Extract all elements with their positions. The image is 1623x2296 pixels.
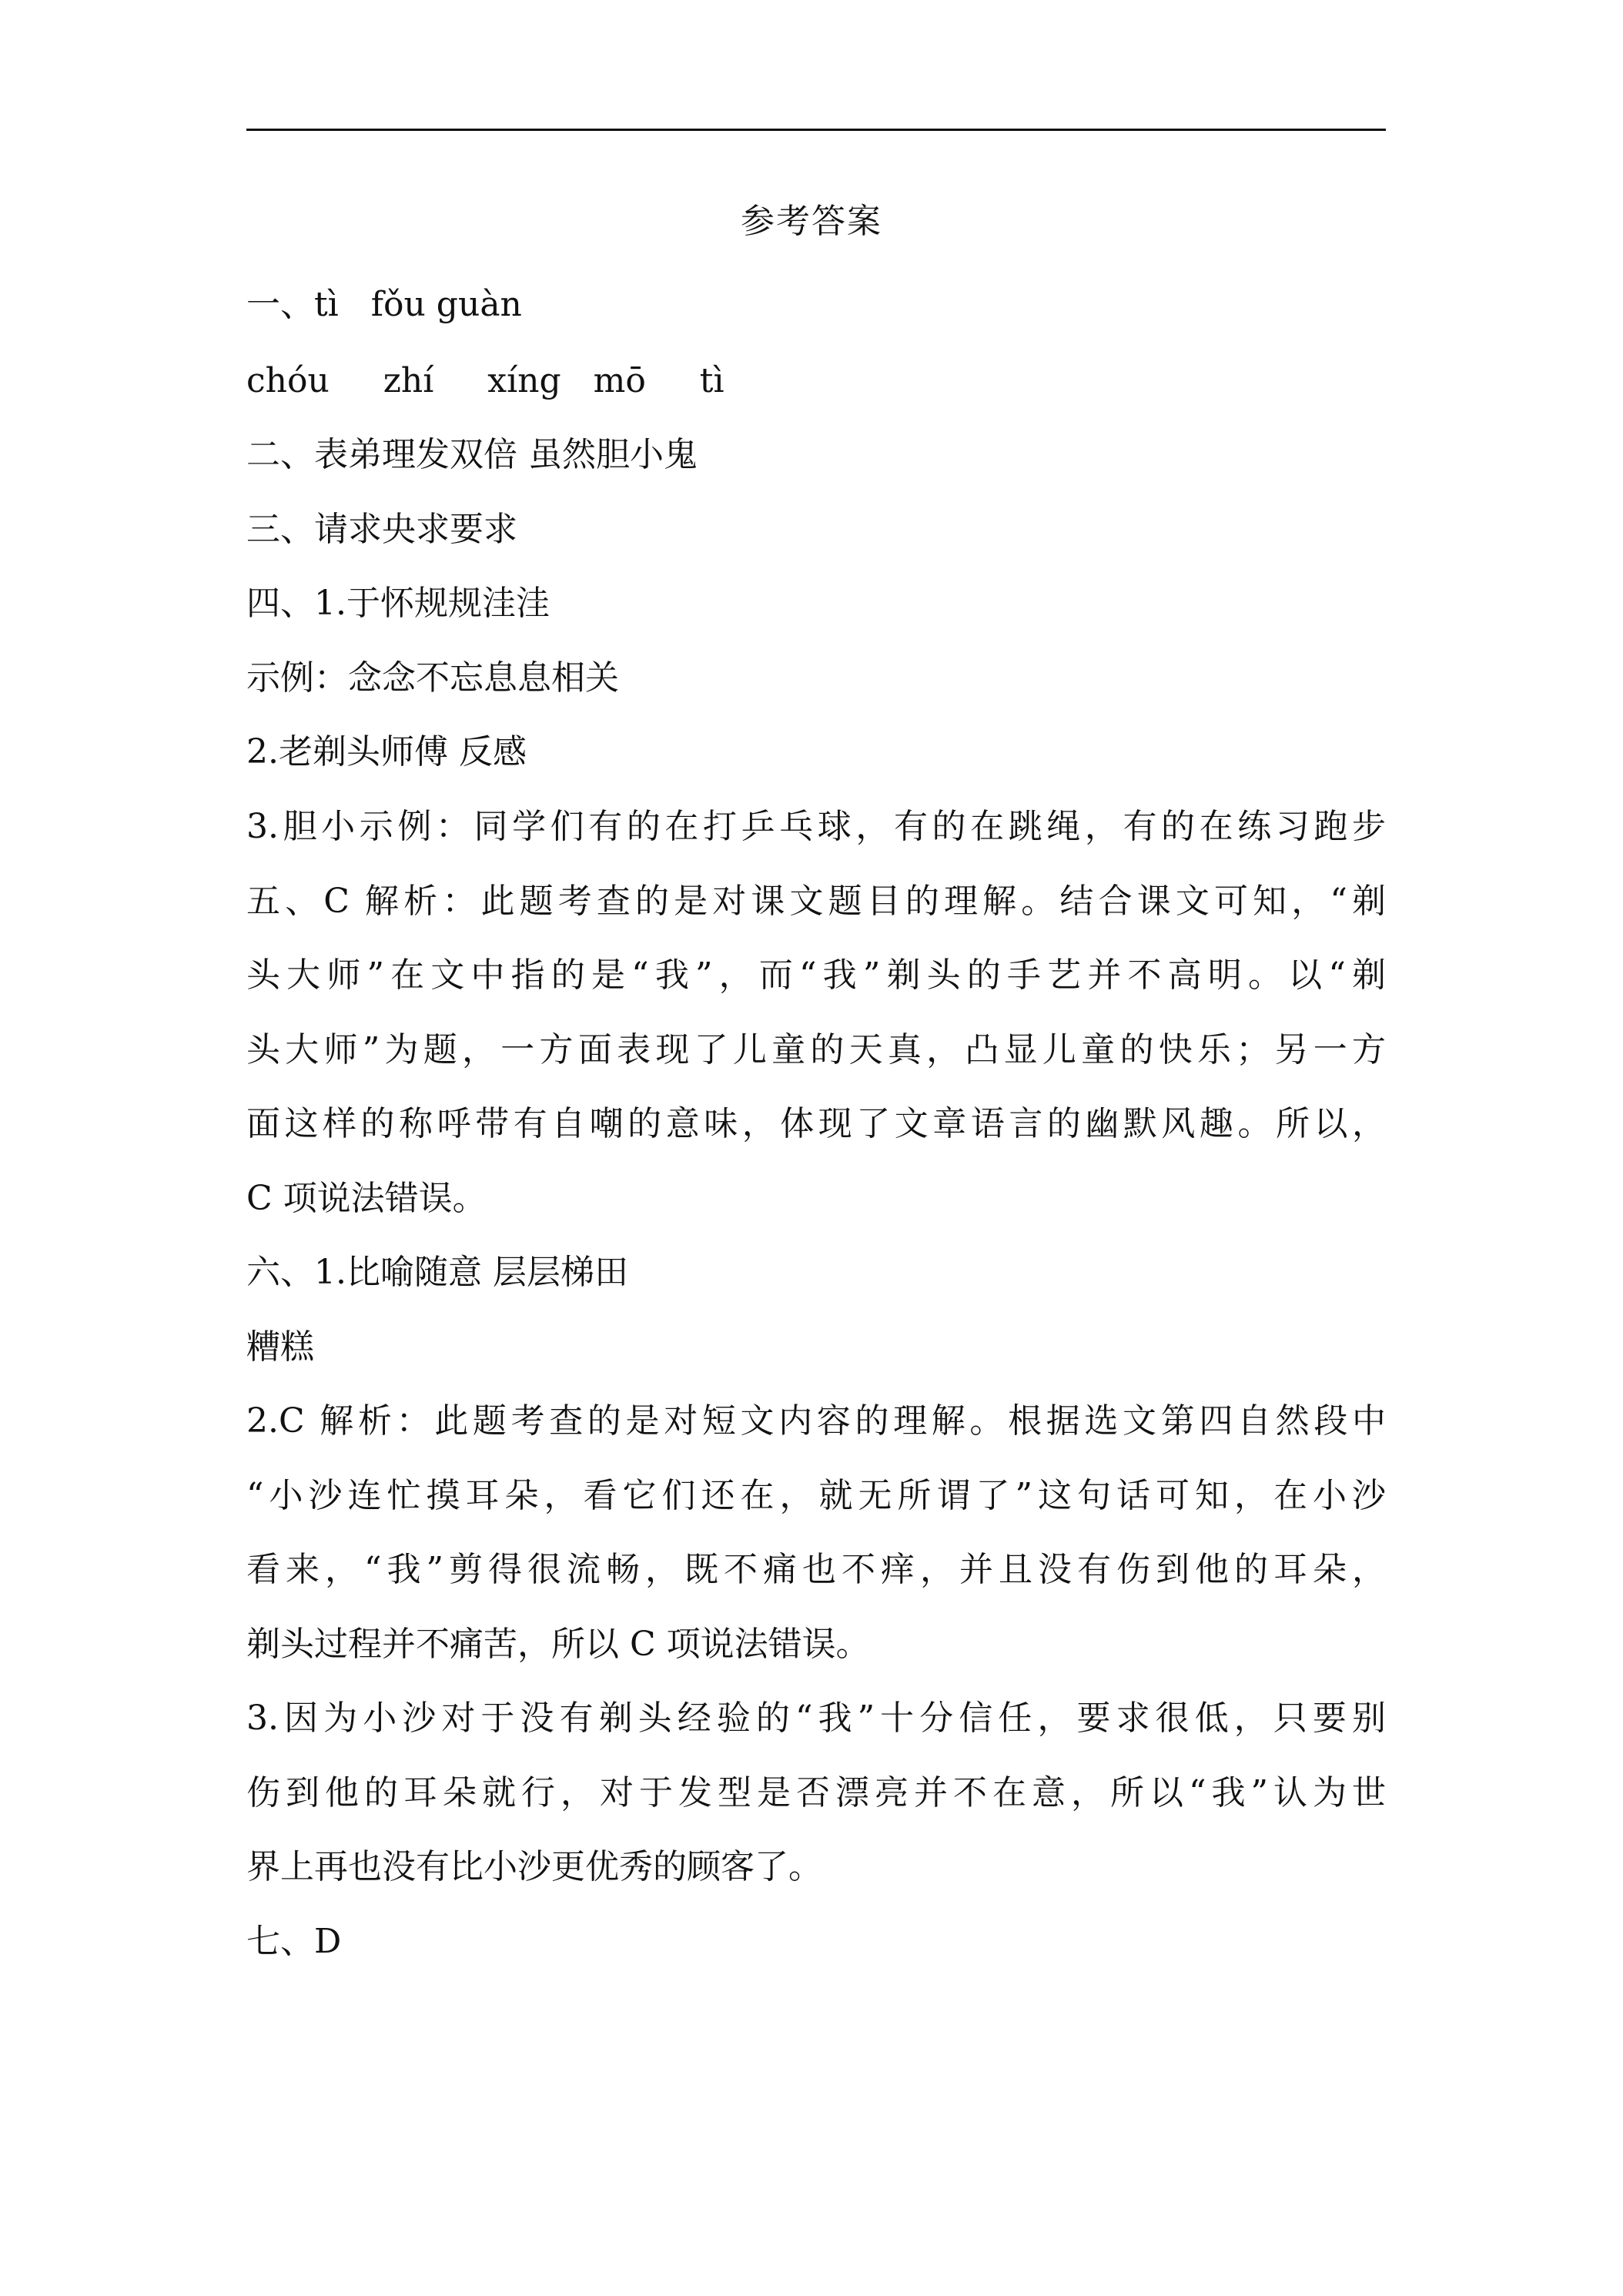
answer-1-pinyin-row-1: 一、tì fǒu guàn xyxy=(246,285,522,324)
answer-2: 二、表弟理发双倍 虽然胆小鬼 xyxy=(246,435,698,474)
answer-4-part-2: 2.老剃头师傅 反感 xyxy=(246,732,527,771)
page-title: 参考答案 xyxy=(741,202,882,241)
answer-5-line-4: 面这样的称呼带有自嘲的意味，体现了文章语言的幽默风趣。所以， xyxy=(246,1104,1386,1143)
answer-6-part-3-line-3: 界上再也没有比小沙更优秀的顾客了。 xyxy=(246,1847,822,1886)
answer-4-part-3: 3.胆小示例：同学们有的在打乒乓球，有的在跳绳，有的在练习跑步 xyxy=(246,807,1386,846)
answer-6-part-1-cont: 糟糕 xyxy=(246,1327,314,1367)
answer-6-part-2-line-3: 看来，“我”剪得很流畅，既不痛也不痒，并且没有伤到他的耳朵， xyxy=(246,1550,1386,1589)
answer-1-pinyin-row-2: chóu zhí xíng mō tì xyxy=(246,361,724,400)
answer-6-part-2-line-4: 剃头过程并不痛苦，所以 C 项说法错误。 xyxy=(246,1625,870,1664)
answer-7: 七、D xyxy=(246,1922,342,1961)
answer-6-part-3-line-2: 伤到他的耳朵就行，对于发型是否漂亮并不在意，所以“我”认为世 xyxy=(246,1773,1386,1812)
answer-5-line-2: 头大师”在文中指的是“我”，而“我”剃头的手艺并不高明。以“剃 xyxy=(246,956,1386,995)
answer-6-part-2-line-2: “小沙连忙摸耳朵，看它们还在，就无所谓了”这句话可知，在小沙 xyxy=(246,1476,1386,1515)
answer-6-part-1: 六、1.比喻随意 层层梯田 xyxy=(246,1253,628,1292)
answer-4-part-1: 四、1.于怀规规洼洼 xyxy=(246,584,550,623)
answer-5-line-3: 头大师”为题，一方面表现了儿童的天真，凸显儿童的快乐；另一方 xyxy=(246,1030,1386,1069)
header-rule xyxy=(246,129,1386,131)
answer-5-line-1: 五、C 解析：此题考查的是对课文题目的理解。结合课文可知，“剃 xyxy=(246,882,1386,921)
answer-6-part-3-line-1: 3.因为小沙对于没有剃头经验的“我”十分信任，要求很低，只要别 xyxy=(246,1699,1386,1738)
answer-4-example: 示例：念念不忘息息相关 xyxy=(246,658,619,698)
answer-6-part-2-line-1: 2.C 解析：此题考查的是对短文内容的理解。根据选文第四自然段中 xyxy=(246,1401,1386,1441)
answer-5-line-5: C 项说法错误。 xyxy=(246,1179,487,1218)
answer-3: 三、请求央求要求 xyxy=(246,510,517,549)
